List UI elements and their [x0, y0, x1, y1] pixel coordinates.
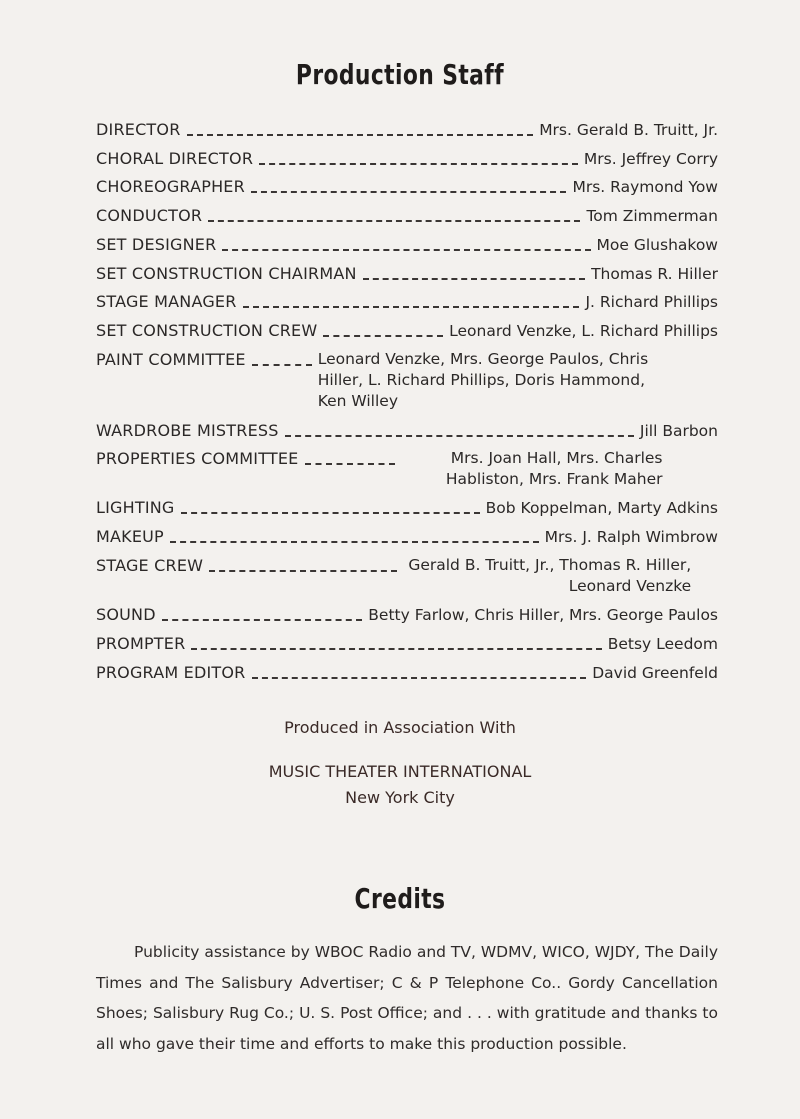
staff-row — [96, 205, 718, 227]
staff-role: STAGE CREW — [96, 556, 204, 575]
staff-row — [96, 320, 718, 342]
staff-role: STAGE MANAGER — [96, 292, 237, 311]
staff-row — [96, 555, 718, 597]
staff-role: WARDROBE MISTRESS — [96, 421, 279, 440]
leader-dots — [191, 633, 601, 650]
leader-dots — [209, 555, 397, 572]
staff-role: SET DESIGNER — [96, 235, 217, 254]
leader-dots — [363, 263, 585, 280]
staff-role: PROPERTIES COMMITTEE — [96, 449, 299, 468]
leader-dots — [305, 448, 395, 465]
staff-role: PAINT COMMITTEE — [96, 350, 246, 369]
staff-row — [96, 526, 718, 548]
staff-row — [96, 234, 718, 256]
association-line: Produced in Association With — [284, 718, 516, 737]
staff-role: MAKEUP — [96, 527, 164, 546]
association-company: MUSIC THEATER INTERNATIONAL — [268, 762, 532, 781]
staff-row — [96, 497, 718, 519]
staff-name: Moe Glushakow — [596, 236, 718, 254]
staff-role: SET CONSTRUCTION CHAIRMAN — [96, 264, 357, 283]
leader-dots — [323, 320, 443, 337]
staff-row — [96, 349, 718, 412]
staff-name: Gerald B. Truitt, Jr., Thomas R. Hiller, Leonard Venzke — [408, 556, 692, 595]
leader-dots — [251, 176, 567, 193]
staff-row — [96, 420, 718, 442]
staff-row — [96, 633, 718, 655]
leader-dots — [170, 526, 539, 543]
staff-name: J. Richard Phillips — [585, 293, 718, 311]
staff-name: Tom Zimmerman — [586, 207, 718, 225]
leader-dots — [222, 234, 590, 251]
credits-title: Credits — [354, 882, 446, 915]
staff-name: Jill Barbon — [639, 422, 718, 440]
leader-dots — [181, 497, 480, 514]
staff-name: David Greenfeld — [592, 664, 718, 682]
staff-row — [96, 291, 718, 313]
staff-role: CHORAL DIRECTOR — [96, 149, 254, 168]
staff-row — [96, 176, 718, 198]
leader-dots — [162, 604, 363, 621]
staff-row — [96, 263, 718, 285]
staff-name: Mrs. J. Ralph Wimbrow — [544, 528, 718, 546]
staff-row — [96, 119, 718, 141]
production-staff-title: Production Staff — [295, 58, 505, 91]
leader-dots — [252, 349, 312, 366]
staff-name: Mrs. Joan Hall, Mrs. Charles Habliston, Mrs. Frank Maher — [445, 449, 663, 488]
staff-row — [96, 148, 718, 170]
leader-dots — [285, 420, 634, 437]
staff-row — [96, 448, 718, 490]
credits-paragraph: Publicity assistance by WBOC Radio and TV, WDMV, WICO, WJDY, The Daily Times and The Salisbury Advertiser; C & P Telephone Co.. Gordy Cancellation Shoes; Salisbury Rug Co.; U. S. Post Office; and . . . with gratitude and thanks to all who gave their time and efforts to make this production possible. — [96, 943, 718, 1053]
staff-name: Betty Farlow, Chris Hiller, Mrs. George Paulos — [368, 606, 718, 624]
leader-dots — [259, 148, 578, 165]
staff-name: Leonard Venzke, Mrs. George Paulos, Chris Hiller, L. Richard Phillips, Doris Hammond, Ken Willey — [317, 350, 649, 410]
staff-role: SET CONSTRUCTION CREW — [96, 321, 318, 340]
association-city: New York City — [345, 788, 455, 807]
staff-name: Betsy Leedom — [607, 635, 718, 653]
leader-dots — [252, 662, 587, 679]
staff-name: Mrs. Raymond Yow — [572, 178, 718, 196]
staff-name: Mrs. Gerald B. Truitt, Jr. — [539, 121, 718, 139]
staff-name: Bob Koppelman, Marty Adkins — [485, 499, 718, 517]
staff-role: SOUND — [96, 605, 156, 624]
staff-row — [96, 662, 718, 684]
staff-role: DIRECTOR — [96, 120, 181, 139]
leader-dots — [187, 119, 534, 136]
staff-row — [96, 604, 718, 626]
staff-name: Leonard Venzke, L. Richard Phillips — [449, 322, 718, 340]
staff-role: PROMPTER — [96, 634, 186, 653]
staff-role: CONDUCTOR — [96, 206, 203, 225]
leader-dots — [243, 291, 580, 308]
staff-name: Mrs. Jeffrey Corry — [583, 150, 718, 168]
staff-name: Thomas R. Hiller — [591, 265, 718, 283]
staff-role: CHOREOGRAPHER — [96, 177, 245, 196]
staff-role: LIGHTING — [96, 498, 175, 517]
leader-dots — [208, 205, 580, 222]
staff-role: PROGRAM EDITOR — [96, 663, 246, 682]
